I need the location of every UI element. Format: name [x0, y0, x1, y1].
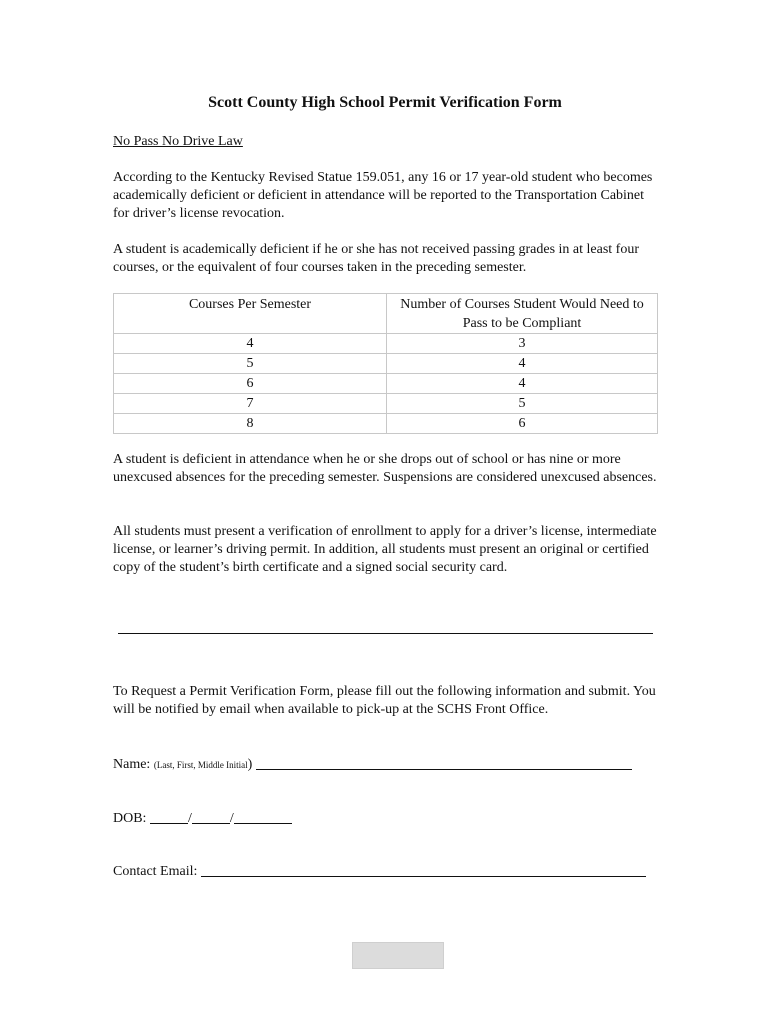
table-header-courses: Courses Per Semester [114, 294, 387, 334]
law-subheading: No Pass No Drive Law [113, 134, 243, 149]
table-cell-needed: 6 [387, 414, 658, 434]
table-cell-courses: 5 [114, 354, 387, 374]
email-label: Contact Email: [113, 864, 201, 879]
table-cell-needed: 4 [387, 374, 658, 394]
section-divider [118, 633, 653, 634]
dob-separator: / [229, 811, 234, 826]
name-input-line[interactable] [256, 755, 632, 770]
table-row [114, 354, 658, 374]
dob-label: DOB: [113, 811, 150, 826]
dob-separator: / [187, 811, 192, 826]
table-row [114, 374, 658, 394]
name-label: Name: [113, 757, 154, 772]
dob-month-line[interactable] [150, 809, 188, 824]
table-row [114, 414, 658, 434]
table-cell-needed: 3 [387, 334, 658, 354]
name-field-row [113, 755, 632, 773]
table-cell-courses: 4 [114, 334, 387, 354]
form-title: Scott County High School Permit Verification Form [208, 94, 562, 111]
table-cell-courses: 7 [114, 394, 387, 414]
enrollment-paragraph: All students must present a verification of enrollment to apply for a driver’s license, intermediate license, or learner’s driving permit. In addition, all students must present an original or certified copy of the student’s birth certificate and a signed social security card. [113, 524, 657, 575]
dob-day-line[interactable] [192, 809, 230, 824]
table-header-needed: Number of Courses Student Would Need to Pass to be Compliant [387, 294, 658, 334]
table-row [114, 334, 658, 354]
table-cell-courses: 6 [114, 374, 387, 394]
table-cell-needed: 5 [387, 394, 658, 414]
email-field-row [113, 862, 646, 880]
statute-paragraph: According to the Kentucky Revised Statue 159.051, any 16 or 17 year-old student who becomes academically deficient or deficient in attendance will be reported to the Transportation Cabinet for driver’s license revocation. [113, 170, 653, 221]
email-input-line[interactable] [201, 862, 646, 877]
academic-paragraph: A student is academically deficient if he or she has not received passing grades in at least four courses, or the equivalent of four courses taken in the preceding semester. [113, 242, 639, 275]
compliance-table [113, 293, 658, 434]
dob-year-line[interactable] [234, 809, 292, 824]
name-hint-close: ) [247, 757, 253, 772]
table-cell-courses: 8 [114, 414, 387, 434]
name-hint: (Last, First, Middle Initial [153, 760, 248, 770]
table-row [114, 394, 658, 414]
request-paragraph: To Request a Permit Verification Form, please fill out the following information and submit. You will be notified by email when available to pick-up at the SCHS Front Office. [113, 684, 656, 717]
table-cell-needed: 4 [387, 354, 658, 374]
dob-field-row [113, 809, 292, 827]
submit-button[interactable] [352, 942, 444, 969]
attendance-paragraph: A student is deficient in attendance when he or she drops out of school or has nine or more unexcused absences for the preceding semester. Suspensions are considered unexcused absences. [113, 452, 657, 485]
